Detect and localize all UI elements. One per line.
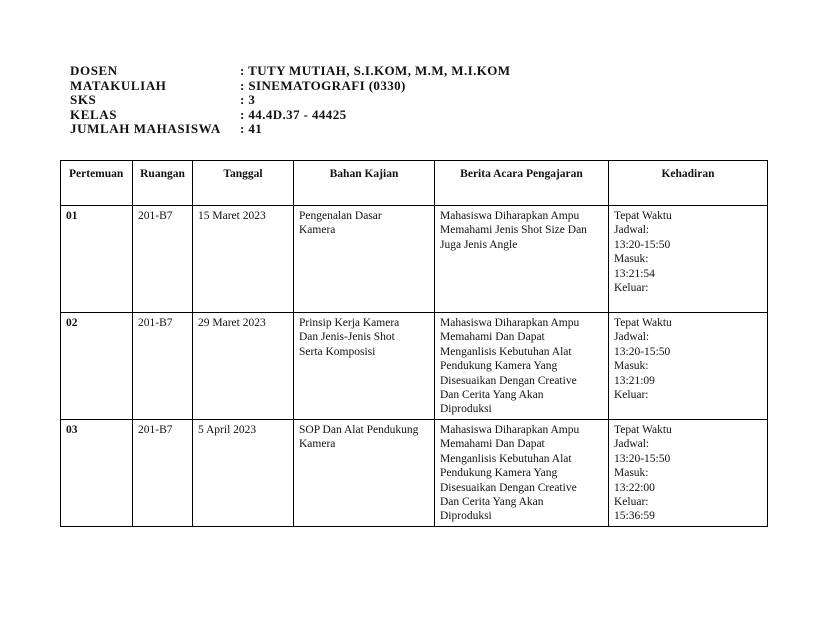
- text-line: Masuk:: [614, 360, 649, 373]
- info-row-dosen: [70, 64, 510, 79]
- text-line: 13:21:54: [614, 267, 655, 280]
- table-row: [61, 206, 768, 313]
- text-line: Kamera: [299, 224, 336, 237]
- info-label: MATAKULIAH: [70, 77, 167, 93]
- attendance-table: [60, 160, 768, 527]
- info-value: : 3: [240, 92, 256, 107]
- text-line: Mahasiswa Diharapkan Ampu: [440, 210, 580, 222]
- info-label: SKS: [70, 92, 97, 107]
- text-line: Jadwal:: [614, 331, 650, 344]
- text-line: Keluar:: [614, 282, 649, 295]
- text-line: Pengenalan Dasar: [299, 210, 382, 222]
- text-line: 13:20-15:50: [614, 452, 671, 465]
- info-value: : 41: [240, 121, 263, 136]
- cell-tanggal: 29 Maret 2023: [193, 313, 294, 420]
- text-line: Masuk:: [614, 467, 649, 480]
- cell-pertemuan: 01: [61, 206, 133, 313]
- header-tanggal: Tanggal: [193, 161, 294, 206]
- cell-berita-acara: [435, 420, 609, 527]
- info-value: : TUTY MUTIAH, S.I.KOM, M.M, M.I.KOM: [240, 63, 511, 78]
- text-line: Mahasiswa Diharapkan Ampu: [440, 317, 580, 329]
- table-row: [61, 420, 768, 527]
- text-line: Disesuaikan Dengan Creative: [440, 374, 577, 387]
- cell-berita-acara: [435, 206, 609, 313]
- cell-kehadiran: [609, 420, 768, 527]
- text-line: Pendukung Kamera Yang: [440, 467, 558, 480]
- text-line: 15:36:59: [614, 510, 655, 523]
- text-line: Tepat Waktu: [614, 424, 672, 436]
- text-line: Memahami Dan Dapat: [440, 331, 545, 344]
- cell-ruangan: 201-B7: [133, 313, 193, 420]
- text-line: Mahasiswa Diharapkan Ampu: [440, 424, 580, 436]
- text-line: 13:22:00: [614, 481, 655, 494]
- text-line: Tepat Waktu: [614, 317, 672, 329]
- text-line: Diproduksi: [440, 403, 492, 416]
- course-info: [70, 64, 510, 137]
- text-line: Jadwal:: [614, 438, 650, 451]
- text-line: Menganlisis Kebutuhan Alat: [440, 452, 572, 465]
- info-value: : 44.4D.37 - 44425: [240, 106, 347, 122]
- info-value: : SINEMATOGRAFI (0330): [240, 77, 406, 93]
- cell-pertemuan: 03: [61, 420, 133, 527]
- text-line: Serta Komposisi: [299, 345, 376, 358]
- cell-ruangan: 201-B7: [133, 420, 193, 527]
- cell-bahan-kajian: [294, 206, 435, 313]
- text-line: Keluar:: [614, 389, 649, 402]
- text-line: Jadwal:: [614, 224, 650, 237]
- text-line: Masuk:: [614, 253, 649, 266]
- table-row: [61, 313, 768, 420]
- cell-tanggal: 5 April 2023: [193, 420, 294, 527]
- info-row-sks: [70, 93, 510, 108]
- info-label: JUMLAH MAHASISWA: [70, 121, 221, 136]
- cell-tanggal: 15 Maret 2023: [193, 206, 294, 313]
- text-line: Juga Jenis Angle: [440, 238, 518, 251]
- text-line: Kamera: [299, 438, 336, 451]
- text-line: Dan Cerita Yang Akan: [440, 389, 544, 402]
- cell-berita-acara: [435, 313, 609, 420]
- info-label: KELAS: [70, 106, 118, 122]
- text-line: Dan Jenis-Jenis Shot: [299, 331, 395, 344]
- header-kehadiran: Kehadiran: [609, 161, 768, 206]
- header-ruangan: Ruangan: [133, 161, 193, 206]
- info-row-kelas: [70, 108, 510, 123]
- info-row-jumlah-mahasiswa: [70, 122, 510, 137]
- text-line: Disesuaikan Dengan Creative: [440, 481, 577, 494]
- header-bahan-kajian: Bahan Kajian: [294, 161, 435, 206]
- text-line: Menganlisis Kebutuhan Alat: [440, 345, 572, 358]
- cell-pertemuan: 02: [61, 313, 133, 420]
- text-line: Memahami Jenis Shot Size Dan: [440, 224, 587, 237]
- info-label: DOSEN: [70, 63, 118, 78]
- cell-ruangan: 201-B7: [133, 206, 193, 313]
- text-line: 13:20-15:50: [614, 345, 671, 358]
- info-row-matakuliah: [70, 79, 510, 94]
- text-line: Pendukung Kamera Yang: [440, 360, 558, 373]
- text-line: SOP Dan Alat Pendukung: [299, 424, 419, 436]
- text-line: 13:21:09: [614, 374, 655, 387]
- cell-kehadiran: [609, 206, 768, 313]
- cell-kehadiran: [609, 313, 768, 420]
- table-header-row: [61, 161, 768, 206]
- text-line: Keluar:: [614, 496, 649, 509]
- cell-bahan-kajian: [294, 313, 435, 420]
- text-line: 13:20-15:50: [614, 238, 671, 251]
- header-pertemuan: Pertemuan: [61, 161, 133, 206]
- text-line: Memahami Dan Dapat: [440, 438, 545, 451]
- text-line: Dan Cerita Yang Akan: [440, 496, 544, 509]
- text-line: Diproduksi: [440, 510, 492, 523]
- cell-bahan-kajian: [294, 420, 435, 527]
- text-line: Prinsip Kerja Kamera: [299, 317, 400, 329]
- text-line: Tepat Waktu: [614, 210, 672, 222]
- header-berita-acara: Berita Acara Pengajaran: [435, 161, 609, 206]
